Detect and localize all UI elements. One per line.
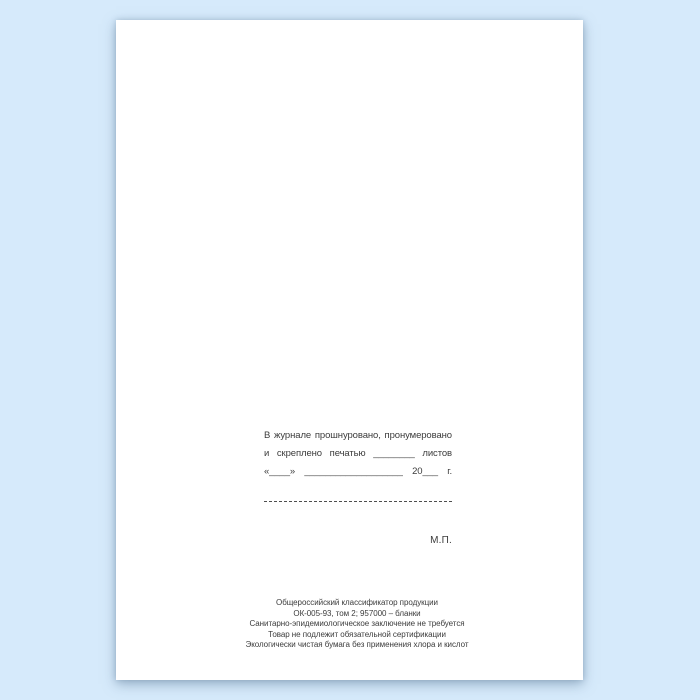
- footer-line: Общероссийский классификатор продукции: [276, 598, 438, 607]
- word: листов: [422, 447, 452, 459]
- word: и: [264, 447, 270, 459]
- footer-line: Товар не подлежит обязательной сертификации: [268, 629, 446, 639]
- word: прошнуровано,: [314, 429, 381, 441]
- word: г.: [447, 465, 452, 477]
- stitch-certification-block: [264, 426, 452, 548]
- footer-line: Санитарно-эпидемиологическое заключение не требуется: [249, 619, 465, 628]
- seal-place-mark: М.П.: [430, 535, 452, 546]
- journal-back-page: [116, 20, 583, 680]
- print-attributes-footer: [217, 598, 497, 651]
- year-blank-field: 20___: [412, 465, 438, 477]
- signature-dashed-line: [264, 501, 452, 502]
- day-blank-field: «____»: [264, 465, 296, 477]
- sheets-count-blank-field: ________: [373, 447, 415, 459]
- footer-line: Экологически чистая бумага без применения хлора и кислот: [245, 640, 469, 649]
- stitch-note-line-1: [264, 426, 452, 444]
- word: пронумеровано: [384, 429, 452, 441]
- stitch-note-line-3: [264, 462, 452, 480]
- word: журнале: [274, 429, 312, 441]
- word: скреплено: [276, 447, 322, 459]
- word: В: [264, 429, 271, 441]
- word: печатью: [329, 447, 366, 459]
- stitch-note-line-2: [264, 444, 452, 462]
- footer-line: ОК-005-93, том 2; 957000 – бланки: [293, 608, 421, 618]
- month-blank-field: ___________________: [304, 465, 403, 477]
